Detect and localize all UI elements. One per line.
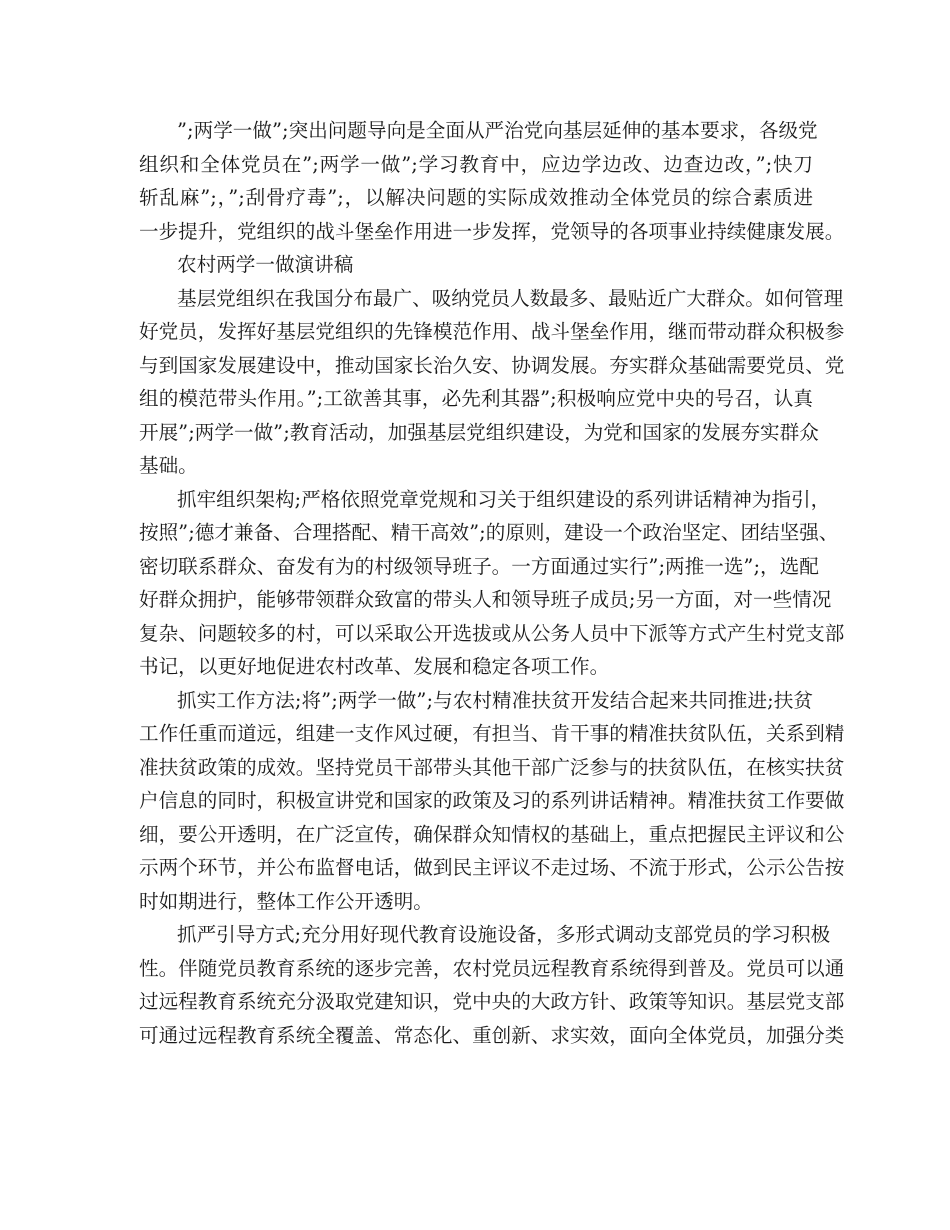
text-line: 时如期进行，整体工作公开透明。: [139, 889, 433, 913]
text-line: 基层党组织在我国分布最广、吸纳党员人数最多、最贴近广大群众。如何管理: [177, 286, 844, 310]
text-line: 斩乱麻”;，”;刮骨疗毒”;，以解决问题的实际成效推动全体党员的综合素质进: [139, 186, 813, 209]
text-line: 按照”;德才兼备、合理搭配、精干高效”;的原则，建设一个政治坚定、团结坚强、: [139, 521, 839, 544]
text-line: 示两个环节，并公布监督电话，做到民主评议不走过场、不流于形式，公示公告按: [139, 856, 845, 879]
text-line: 好党员，发挥好基层党组织的先锋模范作用、战斗堡垒作用，继而带动群众积极参: [139, 320, 845, 343]
text-line: 开展”;两学一做”;教育活动，加强基层党组织建设，为党和国家的发展夯实群众: [139, 420, 819, 444]
text-line: 与到国家发展建设中，推动国家长治久安、协调发展。夯实群众基础需要党员、党: [139, 353, 845, 377]
text-line: 基础。: [139, 454, 198, 477]
text-line: 户信息的同时，积极宣讲党和国家的政策及习的系列讲话精神。精准扶贫工作要做: [139, 789, 845, 812]
text-line: 一步提升，党组织的战斗堡垒作用进一步发挥，党领导的各项事业持续健康发展。: [139, 219, 845, 243]
text-line: 组织和全体党员在”;两学一做”;学习教育中，应边学边改、边查边改，”;快刀: [139, 152, 813, 176]
text-line: 书记，以更好地促进农村改革、发展和稳定各项工作。: [139, 655, 610, 678]
text-line: 密切联系群众、奋发有为的村级领导班子。一方面通过实行”;两推一选”;，选配: [139, 554, 819, 578]
text-line: 工作任重而道远，组建一支作风过硬，有担当、肯干事的精准扶贫队伍，关系到精: [139, 722, 845, 745]
text-line: 细，要公开透明，在广泛宣传，确保群众知情权的基础上，重点把握民主评议和公: [139, 822, 845, 846]
text-line: 抓严引导方式;充分用好现代教育设施设备，多形式调动支部党员的学习积极: [177, 923, 831, 946]
text-line: 抓牢组织架构;严格依照党章党规和习关于组织建设的系列讲话精神为指引，: [177, 487, 831, 511]
text-line: 过远程教育系统充分汲取党建知识，党中央的大政方针、政策等知识。基层党支部: [139, 990, 845, 1013]
text-line: 抓实工作方法;将”;两学一做”;与农村精准扶贫开发结合起来共同推进;扶贫: [177, 688, 813, 712]
text-line: 准扶贫政策的成效。坚持党员干部带头其他干部广泛参与的扶贫队伍，在核实扶贫: [139, 755, 845, 779]
text-line: 可通过远程教育系统全覆盖、常态化、重创新、求实效，面向全体党员，加强分类: [139, 1023, 845, 1047]
text-line: ”;两学一做”;突出问题导向是全面从严治党向基层延伸的基本要求，各级党: [177, 119, 818, 142]
text-line: 复杂、问题较多的村，可以采取公开选拔或从公务人员中下派等方式产生村党支部: [139, 621, 845, 645]
text-line: 组的模范带头作用。”;工欲善其事，必先利其器”;积极响应党中央的号召，认真: [139, 387, 813, 410]
text-line: 好群众拥护，能够带领群众致富的带头人和领导班子成员;另一方面，对一些情况: [139, 588, 832, 611]
document-text-body: [139, 114, 845, 1052]
text-line: 性。伴随党员教育系统的逐步完善，农村党员远程教育系统得到普及。党员可以通: [139, 956, 845, 980]
text-line: 农村两学一做演讲稿: [177, 253, 354, 276]
